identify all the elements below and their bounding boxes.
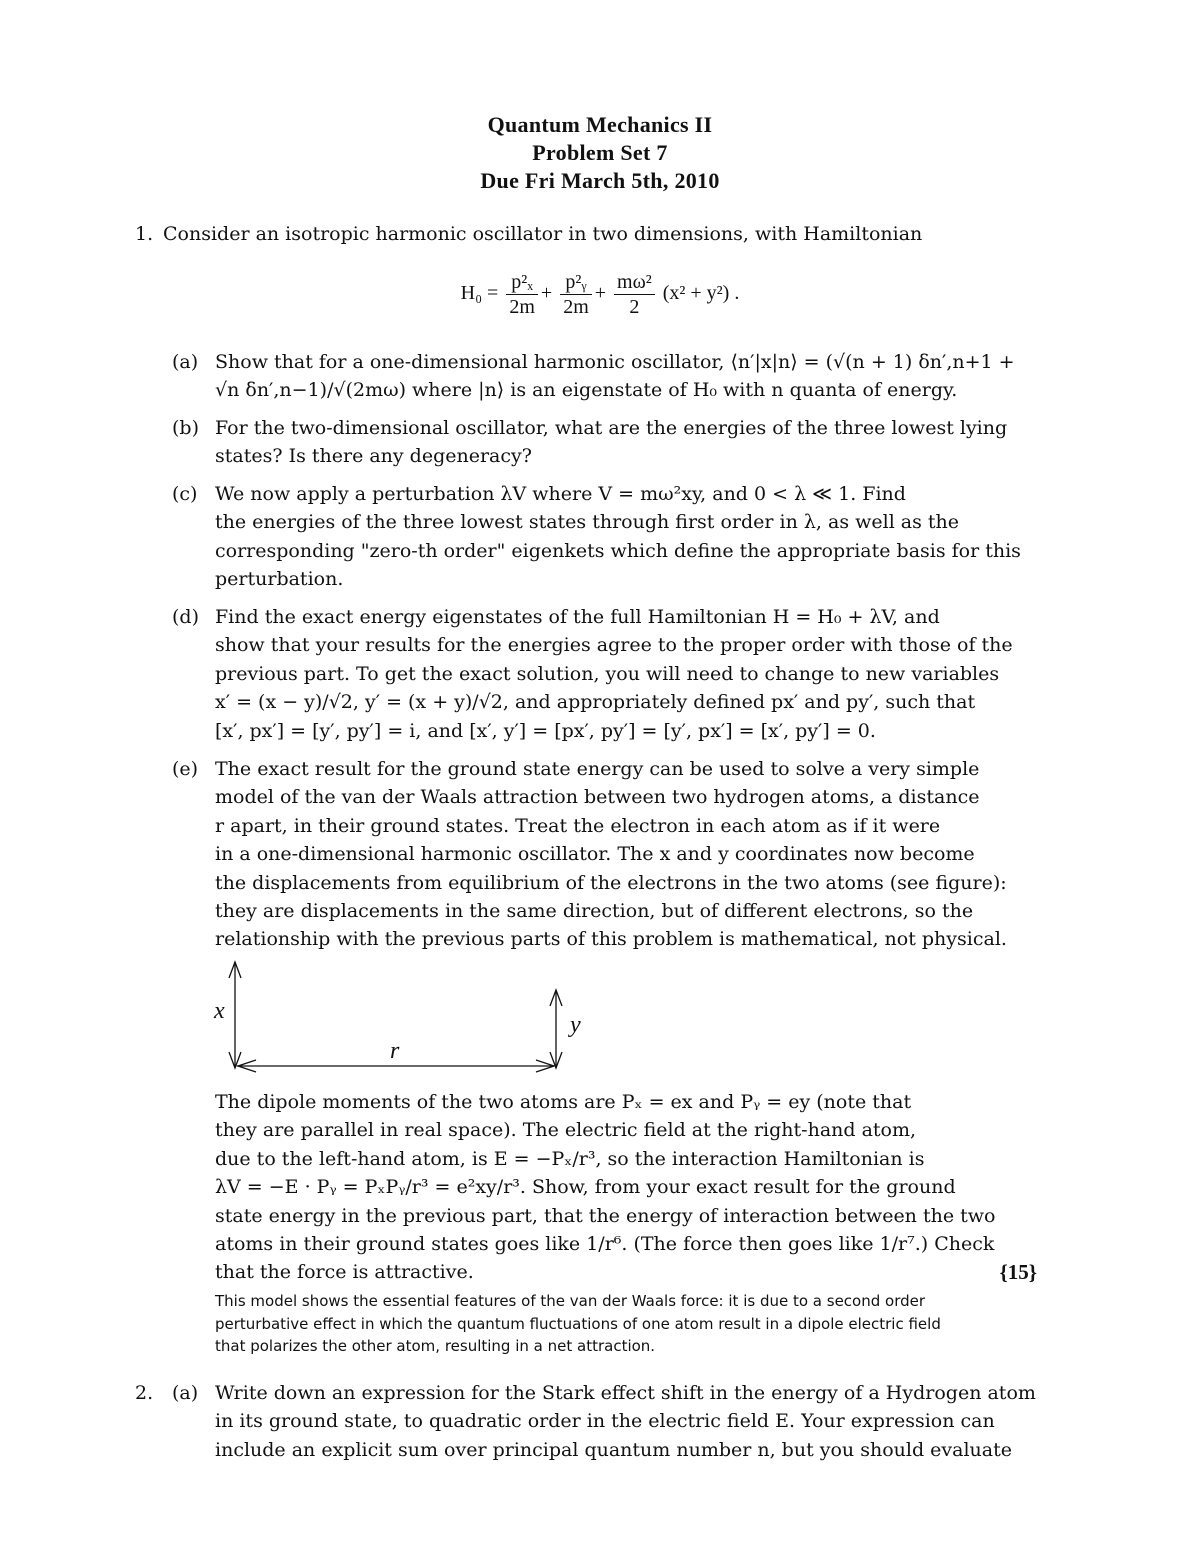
part-2a-label: (a) (172, 1382, 199, 1404)
kinetic-y-denominator: 2m (563, 296, 589, 318)
dipole-line-3: due to the left-hand atom, is E = −Pₓ/r³, so the interaction Hamiltonian is (215, 1147, 925, 1170)
part-1d-line-5: [x′, px′] = [y′, py′] = i, and [x′, y′] = [px′, py′] = [y′, px′] = [x′, py′] = 0. (215, 719, 876, 742)
dipole-line-5: state energy in the previous part, that the energy of interaction between the two (215, 1204, 996, 1227)
part-1c-label: (c) (172, 483, 198, 505)
problem-set-title: Problem Set 7 (532, 140, 668, 165)
due-date: Due Fri March 5th, 2010 (480, 168, 720, 193)
part-1c-line-2: the energies of the three lowest states through first order in λ, as well as the (215, 511, 960, 534)
part-1e-line-5: the displacements from equilibrium of the electrons in the two atoms (see figure): (215, 871, 1007, 894)
part-1d-line-1: Find the exact energy eigenstates of the full Hamiltonian H = H₀ + λV, and (215, 606, 940, 628)
part-1e-text (215, 755, 1037, 954)
hamiltonian-lhs: H₀ = (460, 282, 499, 305)
potential-denominator: 2 (629, 296, 640, 318)
part-1c-line-1: We now apply a perturbation λV where V = mω²xy, and 0 < λ ≪ 1. Find (215, 483, 906, 505)
problem-2-number: 2. (135, 1382, 154, 1404)
dipole-line-2: they are parallel in real space). The electric field at the right-hand atom, (215, 1119, 917, 1142)
part-1b-text (215, 414, 1037, 471)
hamiltonian-tail: (x² + y²) . (662, 282, 740, 305)
van-der-waals-note (215, 1290, 1037, 1358)
part-1e-line-6: they are displacements in the same direction, but of different electrons, so the (215, 900, 974, 923)
problem-1-marks: {15} (999, 1260, 1037, 1285)
part-1d-line-2: show that your results for the energies agree to the proper order with those of the (215, 634, 1013, 657)
part-2a-line-2: in its ground state, to quadratic order in the electric field E. Your expression can (215, 1410, 995, 1433)
part-1b-line-2: states? Is there any degeneracy? (215, 445, 532, 468)
problem-1-intro: Consider an isotropic harmonic oscillator in two dimensions, with Hamiltonian (163, 223, 923, 245)
part-1a-label: (a) (172, 351, 199, 373)
kinetic-y-fraction (560, 270, 592, 319)
part-2a-line-3: include an explicit sum over principal quantum number n, but you should evaluate (215, 1438, 1012, 1461)
dipole-line-6: atoms in their ground states goes like 1/r⁶. (The force then goes like 1/r⁷.) Check (215, 1233, 995, 1256)
part-1e-line-2: model of the van der Waals attraction between two hydrogen atoms, a distance (215, 786, 980, 809)
note-line-1: This model shows the essential features of the van der Waals force: it is due to a second order (215, 1292, 926, 1310)
dipole-paragraph (215, 1088, 1037, 1287)
dipole-line-7-row (215, 1258, 1037, 1286)
part-1e-line-7: relationship with the previous parts of this problem is mathematical, not physical. (215, 928, 1007, 951)
part-1e-line-4: in a one-dimensional harmonic oscillator. The x and y coordinates now become (215, 843, 975, 866)
part-1c-line-4: perturbation. (215, 568, 344, 591)
figure-r-label: r (390, 1038, 400, 1064)
part-1e-label: (e) (172, 758, 199, 780)
part-1a-text (215, 348, 1037, 405)
hamiltonian-equation: H₀ = $\frac{\text{p²ₓ}}{2m}$ + $\frac{\text{p²ᵧ}}{2m}$ + $\frac{\text{mω²}}{2}$ (x² + y²) . (460, 271, 740, 318)
figure-x-label: x (214, 998, 225, 1024)
note-line-2: perturbative effect in which the quantum fluctuations of one atom result in a dipole electric field (215, 1314, 941, 1333)
kinetic-x-denominator: 2m (509, 296, 535, 318)
part-2a-text (215, 1379, 1037, 1464)
part-1a-line-1: Show that for a one-dimensional harmonic oscillator, ⟨n′|x|n⟩ = (√(n + 1) δn′,n+1 + (215, 351, 1015, 373)
note-line-3: that polarizes the other atom, resulting in a net attraction. (215, 1337, 656, 1356)
part-1c-text (215, 480, 1037, 594)
part-1d-label: (d) (172, 606, 199, 628)
problem-1-number: 1. (135, 223, 154, 245)
part-1a-line-2: √n δn′,n−1)/√(2mω) where |n⟩ is an eigenstate of H₀ with n quanta of energy. (215, 379, 958, 402)
dipole-line-7: that the force is attractive. (215, 1261, 474, 1284)
part-1e-line-1: The exact result for the ground state energy can be used to solve a very simple (215, 758, 980, 780)
kinetic-y-numerator: p²ᵧ (560, 270, 592, 295)
part-1d-line-3: previous part. To get the exact solution, you will need to change to new variables (215, 662, 1000, 685)
part-2a-line-1: Write down an expression for the Stark effect shift in the energy of a Hydrogen atom (215, 1382, 1036, 1404)
dipole-line-4: λV = −E · Pᵧ = PₓPᵧ/r³ = e²xy/r³. Show, from your exact result for the ground (215, 1176, 956, 1199)
part-1e-line-3: r apart, in their ground states. Treat the electron in each atom as if it were (215, 814, 941, 837)
part-1d-text (215, 603, 1037, 745)
kinetic-x-fraction (506, 270, 538, 319)
potential-fraction (614, 270, 655, 319)
dipole-line-1: The dipole moments of the two atoms are Pₓ = ex and Pᵧ = ey (note that (215, 1091, 912, 1113)
part-1c-line-3: corresponding "zero-th order" eigenkets which define the appropriate basis for this (215, 539, 1021, 562)
part-1b-label: (b) (172, 417, 199, 439)
course-title: Quantum Mechanics II (487, 112, 713, 137)
part-1b-line-1: For the two-dimensional oscillator, what are the energies of the three lowest lying (215, 417, 1008, 439)
kinetic-x-numerator: p²ₓ (506, 270, 538, 295)
potential-numerator: mω² (614, 270, 655, 295)
part-1d-line-4: x′ = (x − y)/√2, y′ = (x + y)/√2, and appropriately defined px′ and py′, such that (215, 691, 976, 714)
figure-y-label: y (570, 1012, 581, 1038)
